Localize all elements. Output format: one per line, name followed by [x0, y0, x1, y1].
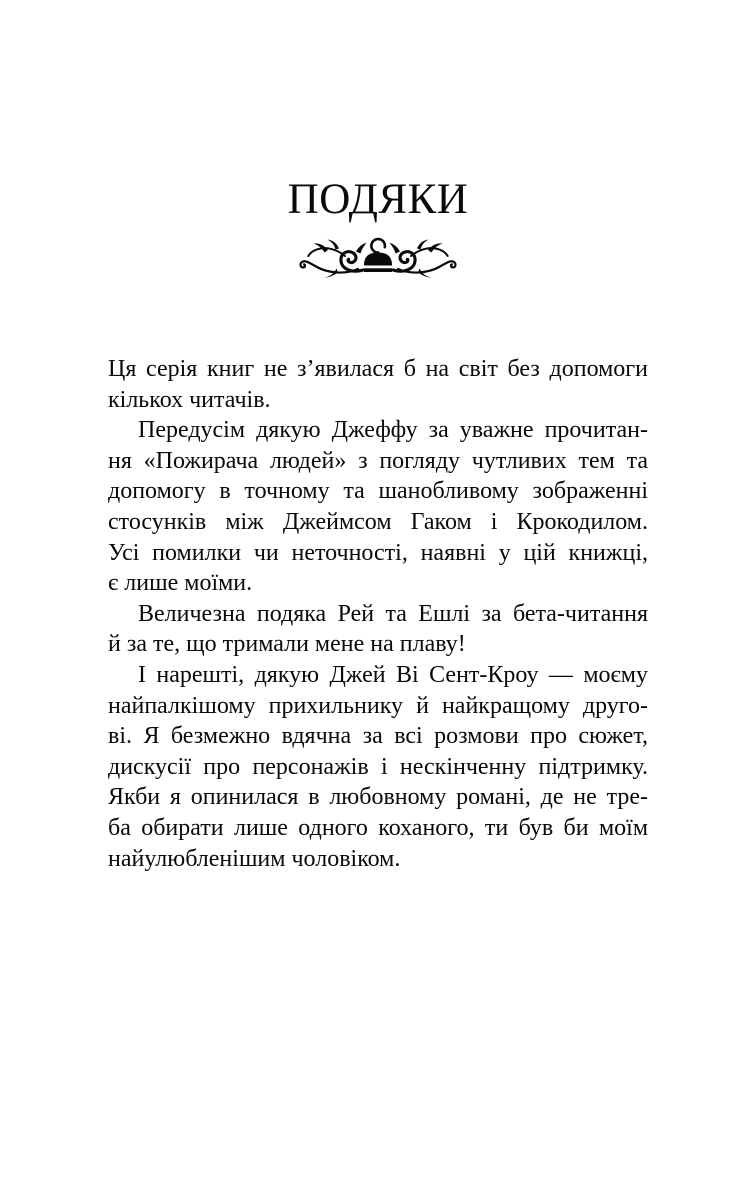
body-text: [108, 354, 648, 874]
body-line: Якби я опинилася в любовному романі, де не тре-: [108, 784, 648, 811]
body-line: Передусім дякую Джеффу за уважне прочитан-: [138, 417, 648, 444]
page-title: ПОДЯКИ: [287, 176, 469, 223]
body-line: ня «Пожирача людей» з погляду чутливих тем та: [108, 447, 648, 474]
body-line: І нарешті, дякую Джей Ві Сент-Кроу — моєму: [138, 661, 648, 688]
body-line: й за те, що тримали мене на плаву!: [108, 631, 466, 658]
body-line: ві. Я безмежно вдячна за всі розмови про сюжет,: [108, 723, 648, 750]
body-line: стосунків між Джеймсом Гаком і Крокодилом.: [108, 508, 648, 535]
body-line: Величезна подяка Рей та Ешлі за бета-читання: [138, 600, 648, 627]
body-line: Ця серія книг не з’явилася б на світ без допомоги: [108, 356, 648, 382]
body-line: кількох читачів.: [108, 386, 271, 413]
body-line: Усі помилки чи неточності, наявні у цій книжці,: [108, 539, 648, 566]
body-line: дискусії про персонажів і нескінченну підтримку.: [108, 753, 648, 780]
body-line: ба обирати лише одного коханого, ти був би моїм: [108, 814, 648, 841]
body-line: найулюбленішим чоловіком.: [108, 845, 401, 872]
body-line: допомогу в точному та шанобливому зображенні: [108, 478, 648, 505]
body-line: найпалкішому прихильнику й найкращому друго-: [108, 692, 648, 719]
bell-shape: [363, 239, 394, 272]
flourish-divider-icon: [298, 236, 458, 282]
body-line: є лише моїми.: [108, 570, 253, 597]
